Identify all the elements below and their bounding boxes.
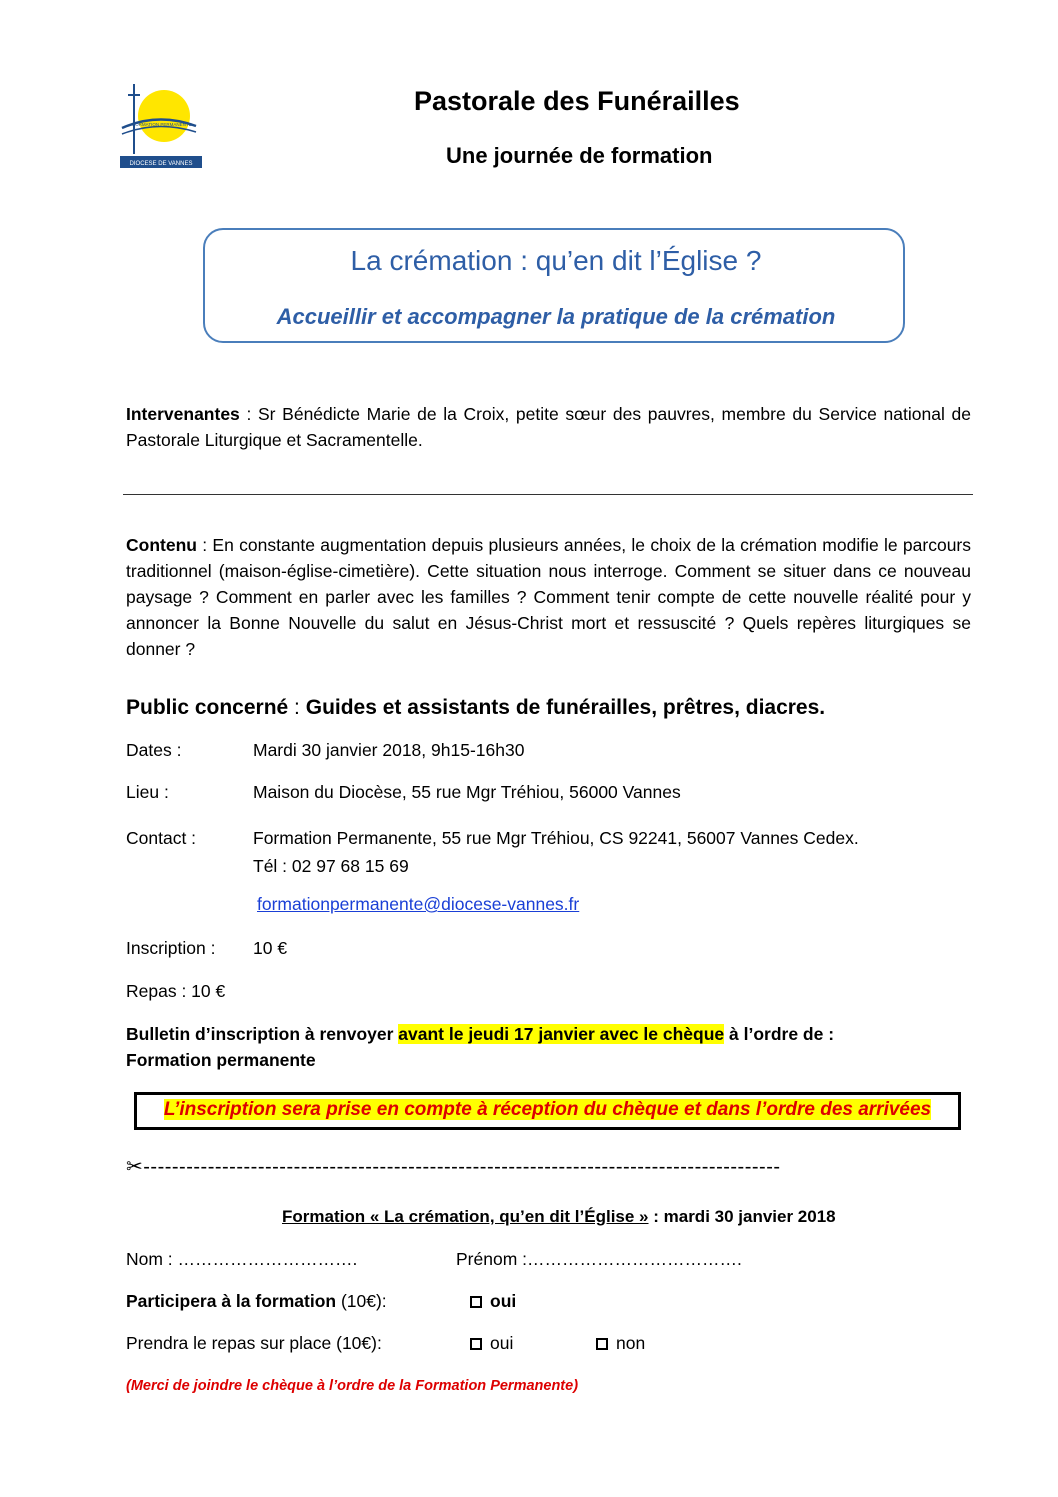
bulletin-payee: Formation permanente: [126, 1050, 316, 1070]
cut-line: ✂-----------------------------------------------------------------------------------------: [126, 1156, 781, 1178]
public-sep: :: [288, 696, 306, 719]
intervenantes-paragraph: [126, 401, 971, 453]
registration-notice: L’inscription sera prise en compte à réception du chèque et dans l’ordre des arrivées: [163, 1099, 932, 1120]
contenu-paragraph: [126, 532, 971, 662]
contenu-text: : En constante augmentation depuis plusieurs années, le choix de la crémation modifie le parcours traditionnel (maison-église-cimetière). Cette situation nous interroge. Comment se situer dans ce nouveau paysage ? Comment en parler avec les familles ? Comment tenir compte de cette nouvelle réalité pour y annoncer la Bonne Nouvelle du salut en Jésus-Christ mort et ressuscité ? Quels repères liturgiques se donner ?: [126, 535, 971, 659]
topic-box: [203, 228, 905, 343]
contact-tel: Tél : 02 97 68 15 69: [253, 856, 409, 876]
checkbox-icon[interactable]: [596, 1338, 608, 1350]
public-label: Public concerné: [126, 696, 289, 719]
repas-price: Repas : 10 €: [126, 981, 226, 1001]
intervenantes-label: Intervenantes: [126, 404, 240, 424]
lieu-row: [126, 782, 681, 803]
logo-text: FORMATION PERMANENTE: [132, 122, 192, 127]
intervenantes-text: : Sr Bénédicte Marie de la Croix, petite sœur des pauvres, membre du Service national de Pastorale Liturgique et Sacramentelle.: [126, 404, 971, 450]
topic-title: La crémation : qu’en dit l’Église ?: [350, 245, 762, 276]
inscription-row: [126, 938, 287, 959]
participe-price: (10€):: [336, 1291, 387, 1311]
page-title: Pastorale des Funérailles: [414, 86, 740, 116]
checkbox-icon[interactable]: [470, 1338, 482, 1350]
notice-box: [134, 1092, 961, 1130]
repas-non-label: non: [616, 1333, 646, 1353]
lieu-label: Lieu :: [126, 782, 169, 802]
bulletin-after: à l’ordre de :: [724, 1024, 835, 1044]
contact-row: [126, 828, 859, 849]
page-subtitle: Une journée de formation: [446, 143, 713, 168]
contact-value: Formation Permanente, 55 rue Mgr Tréhiou, CS 92241, 56007 Vannes Cedex.: [253, 828, 859, 848]
topic-subtitle: Accueillir et accompagner la pratique de la crémation: [276, 304, 836, 329]
dates-row: [126, 740, 524, 761]
participe-label: Participera à la formation: [126, 1291, 337, 1311]
bulletin-before: Bulletin d’inscription à renvoyer: [126, 1024, 399, 1044]
checkbox-icon[interactable]: [470, 1296, 482, 1308]
diocese-logo: [118, 82, 204, 170]
footer-note: (Merci de joindre le chèque à l’ordre de la Formation Permanente): [126, 1378, 579, 1394]
dates-label: Dates :: [126, 740, 182, 760]
nom-field[interactable]: Nom : ………………………….: [126, 1249, 358, 1269]
repas-label: Prendra le repas sur place (10€):: [126, 1333, 382, 1353]
form-heading: [282, 1207, 836, 1227]
repas-oui-label: oui: [490, 1333, 514, 1353]
dates-value: Mardi 30 janvier 2018, 9h15-16h30: [253, 740, 525, 760]
divider: [123, 494, 973, 495]
contact-label: Contact :: [126, 828, 197, 848]
bulletin-text: [126, 1021, 834, 1073]
logo-footer-text: DIOCESE DE VANNES: [129, 161, 193, 167]
participe-oui-option[interactable]: [470, 1291, 516, 1312]
bulletin-deadline: avant le jeudi 17 janvier avec le chèque: [398, 1024, 725, 1044]
public-line: [126, 696, 825, 720]
repas-non-option[interactable]: [596, 1333, 645, 1354]
participe-row: [126, 1291, 387, 1312]
contenu-label: Contenu: [126, 535, 197, 555]
public-value: Guides et assistants de funérailles, prêtres, diacres.: [305, 696, 826, 719]
repas-oui-option[interactable]: [470, 1333, 513, 1354]
inscription-label: Inscription :: [126, 938, 216, 958]
form-heading-date: : mardi 30 janvier 2018: [648, 1207, 836, 1226]
inscription-value: 10 €: [253, 938, 288, 958]
lieu-value: Maison du Diocèse, 55 rue Mgr Tréhiou, 56000 Vannes: [253, 782, 681, 802]
prenom-field[interactable]: Prénom :……………………………….: [456, 1249, 742, 1269]
contact-email-link[interactable]: formationpermanente@diocese-vannes.fr: [257, 894, 580, 914]
form-heading-title: Formation « La crémation, qu’en dit l’Église »: [282, 1207, 649, 1226]
participe-oui-label: oui: [490, 1291, 517, 1311]
